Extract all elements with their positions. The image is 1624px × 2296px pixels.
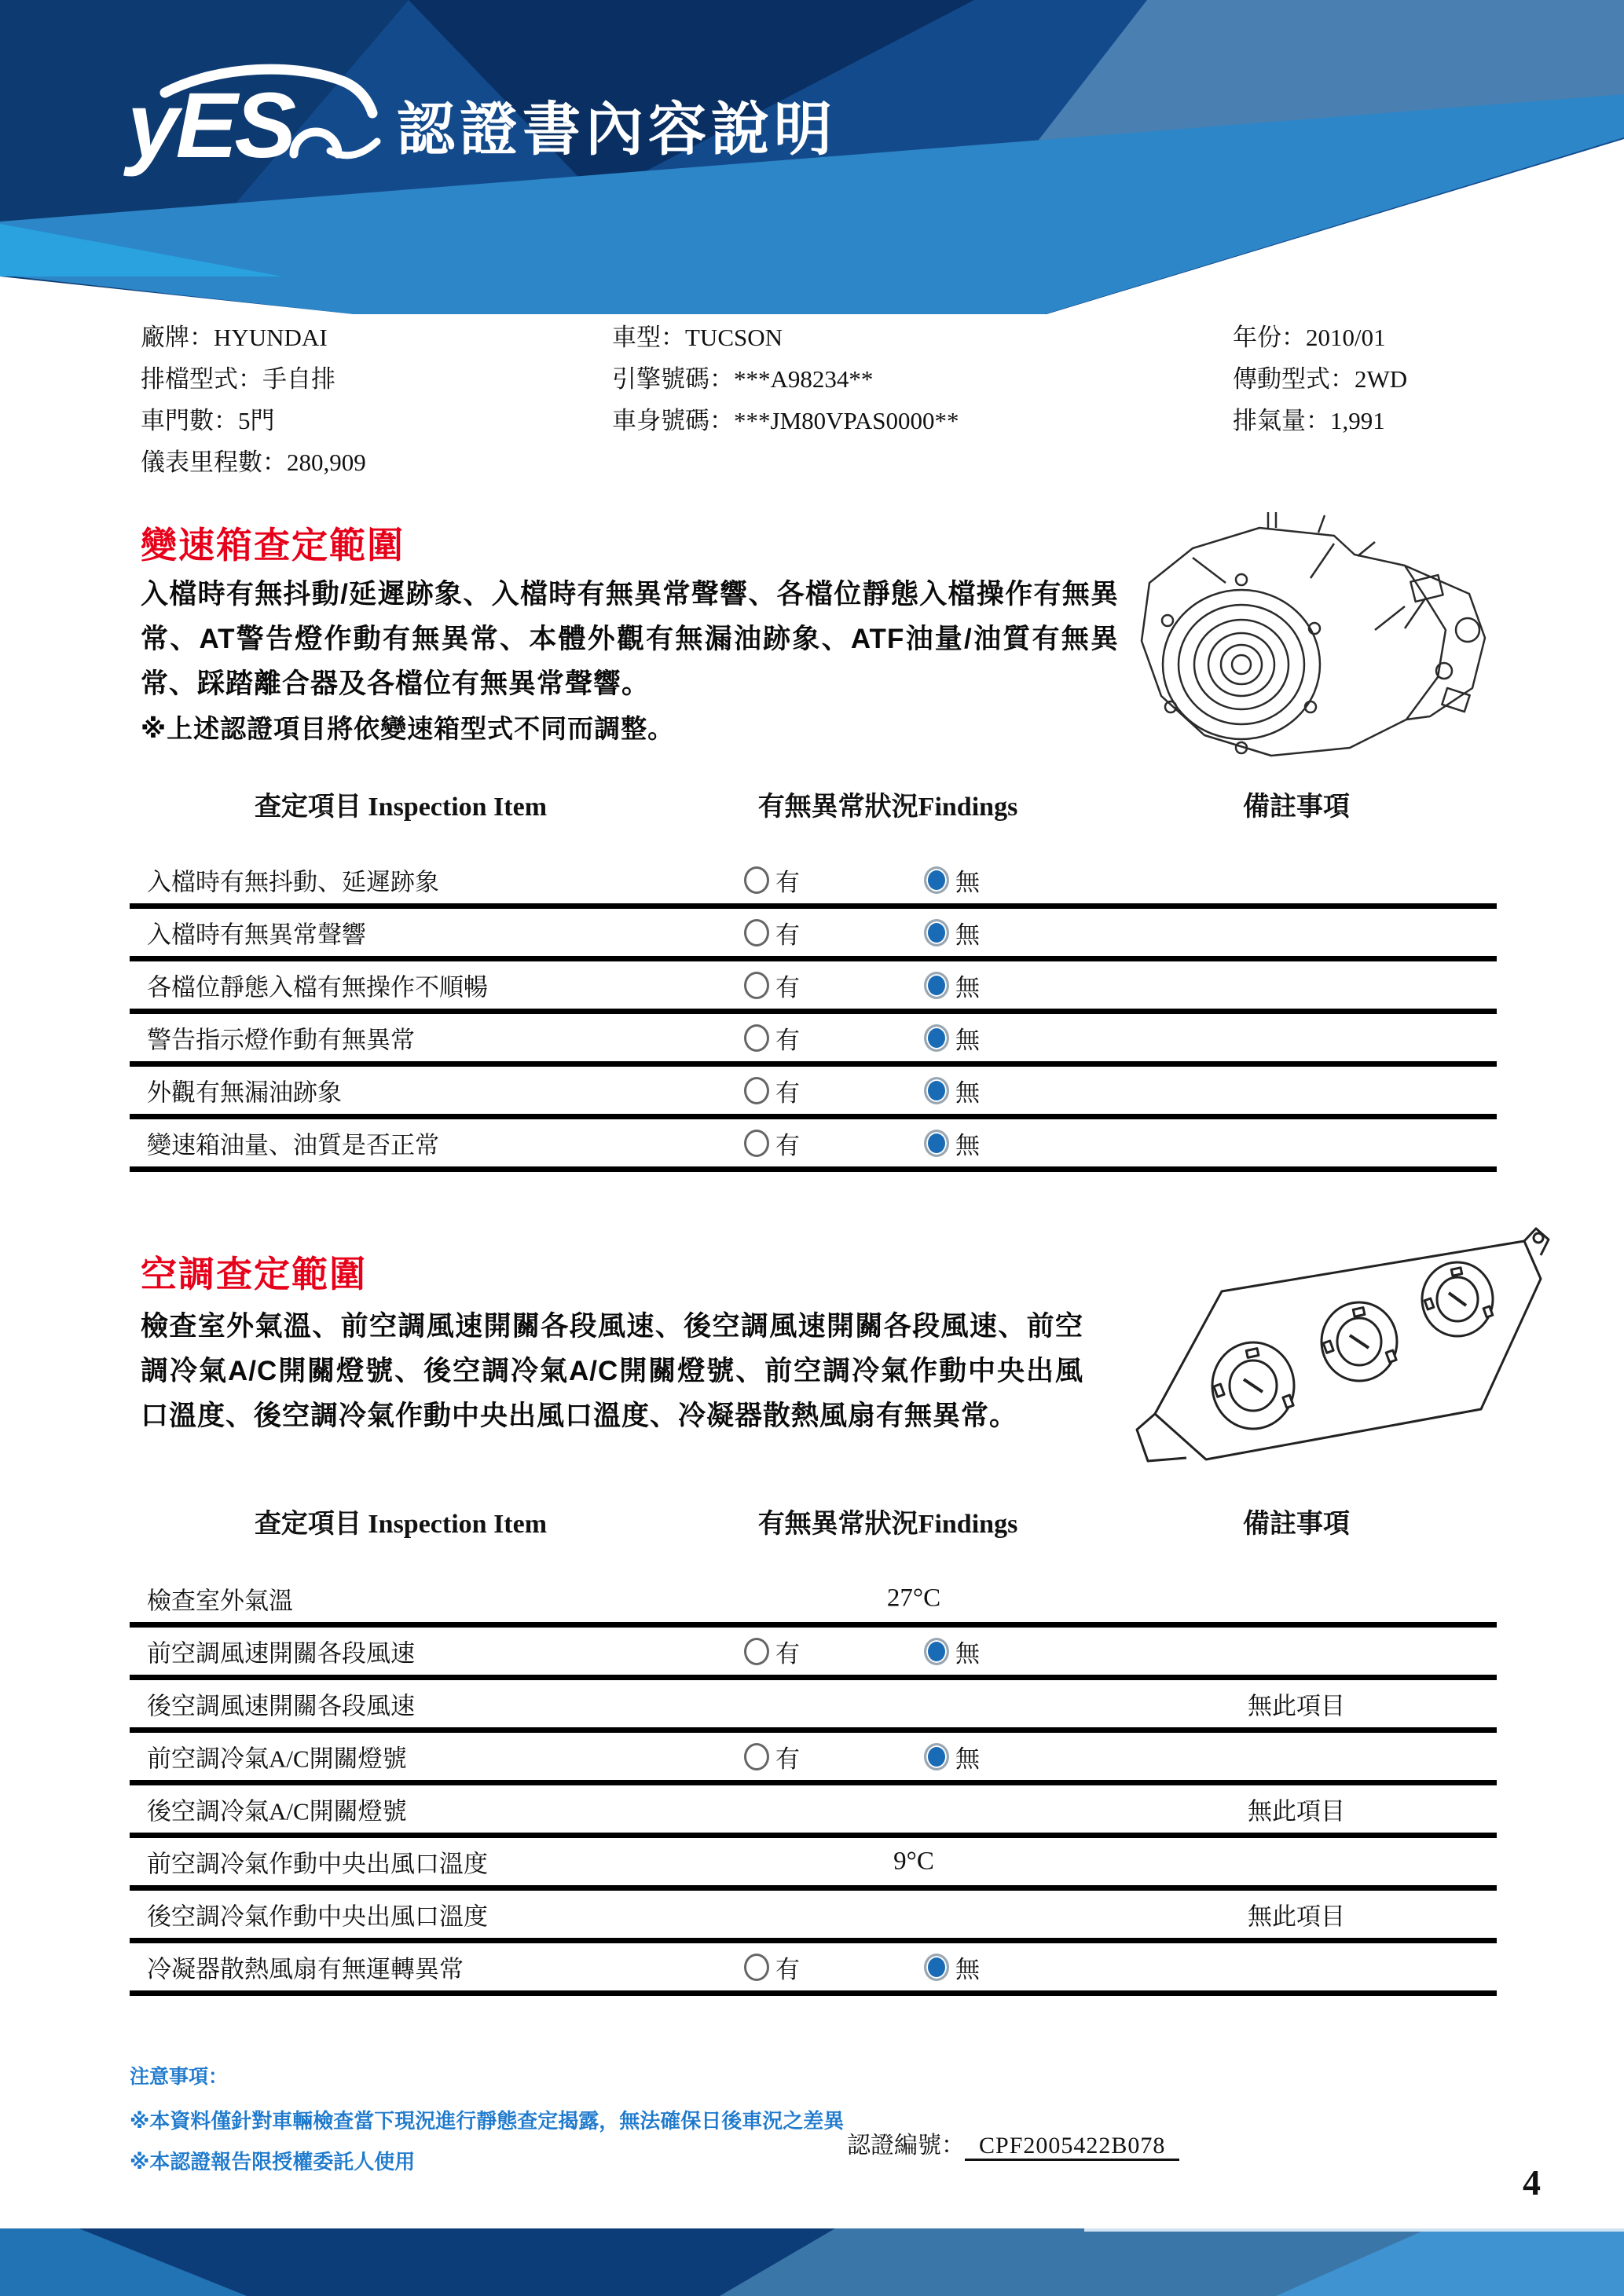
radio-label: 無 <box>955 1078 980 1107</box>
column-header-remarks: 備註事項 <box>1243 793 1350 822</box>
radio-label: 無 <box>955 1131 980 1159</box>
radio-label: 有 <box>775 973 800 1002</box>
radio-label: 有 <box>775 868 800 896</box>
vehicle-info-item: 排檔型式：手自排 <box>141 365 335 393</box>
finding-option <box>744 1126 800 1161</box>
vehicle-info-item: 車身號碼：***JM80VPAS0000** <box>612 407 959 434</box>
ac-panel-illustration <box>1112 1224 1560 1483</box>
inspection-item-label: 後空調風速開關各段風速 <box>147 1692 415 1720</box>
finding-option <box>924 915 980 950</box>
finding-option <box>744 968 800 1003</box>
table-row <box>130 1119 1497 1172</box>
inspection-item-label: 外觀有無漏油跡象 <box>147 1078 342 1107</box>
vehicle-info-item: 年份：2010/01 <box>1233 324 1386 351</box>
radio-label: 有 <box>775 1026 800 1054</box>
inspection-item-label: 警告指示燈作動有無異常 <box>147 1026 415 1054</box>
radio-yes-icon <box>744 1638 769 1665</box>
column-header-findings: 有無異常狀況Findings <box>757 1510 1018 1539</box>
radio-yes-icon <box>744 1130 769 1157</box>
certificate-number-label: 認證編號： <box>847 2133 965 2159</box>
table-row <box>130 856 1497 909</box>
vehicle-info-item: 引擎號碼：***A98234** <box>612 365 874 393</box>
finding-option <box>924 1073 980 1108</box>
finding-option <box>924 1634 980 1669</box>
page-title: 認證書內容說明 <box>397 97 837 162</box>
finding-option <box>924 1126 980 1161</box>
radio-yes-icon <box>744 1024 769 1052</box>
finding-option <box>744 1073 800 1108</box>
table-row <box>130 1575 1497 1628</box>
inspection-item-label: 冷凝器散熱風扇有無運轉異常 <box>147 1955 464 1983</box>
inspection-item-label: 入檔時有無抖動、延遲跡象 <box>147 868 439 896</box>
notice-line: ※本資料僅針對車輛檢查當下現況進行靜態查定揭露，無法確保日後車況之差異 <box>130 2109 845 2133</box>
findings-radio-group <box>744 856 980 903</box>
findings-radio-group <box>744 1943 980 1990</box>
finding-option <box>744 1634 800 1669</box>
radio-label: 無 <box>955 973 980 1002</box>
inspection-item-label: 後空調冷氣A/C開關燈號 <box>147 1797 407 1825</box>
section-title-air-conditioning: 空調查定範圍 <box>141 1254 367 1294</box>
inspection-item-label: 後空調冷氣作動中央出風口溫度 <box>147 1902 488 1931</box>
radio-yes-icon <box>744 866 769 894</box>
vehicle-info-grid <box>141 314 1523 481</box>
page-number: 4 <box>1523 2162 1541 2203</box>
table-row <box>130 1733 1497 1785</box>
finding-option <box>924 1739 980 1774</box>
radio-no-icon <box>924 972 949 999</box>
ac-table <box>130 1575 1497 1996</box>
radio-no-icon <box>924 866 949 894</box>
radio-label: 有 <box>775 1078 800 1107</box>
findings-radio-group <box>744 1733 980 1780</box>
radio-yes-icon <box>744 1954 769 1981</box>
column-header-findings: 有無異常狀況Findings <box>757 793 1018 822</box>
certificate-number-value: CPF2005422B078 <box>965 2133 1179 2161</box>
radio-label: 有 <box>775 1131 800 1159</box>
inspection-item-label: 入檔時有無異常聲響 <box>147 921 366 949</box>
notice-heading: 注意事項： <box>130 2066 229 2088</box>
finding-option <box>744 915 800 950</box>
yes-logo <box>124 58 423 184</box>
radio-no-icon <box>924 919 949 947</box>
findings-radio-group <box>744 961 980 1009</box>
table-row <box>130 1943 1497 1996</box>
table-row <box>130 1628 1497 1680</box>
radio-no-icon <box>924 1954 949 1981</box>
finding-option <box>744 862 800 898</box>
radio-label: 無 <box>955 1745 980 1773</box>
transmission-description: 入檔時有無抖動/延遲跡象、入檔時有無異常聲響、各檔位靜態入檔操作有無異常、AT警告燈作動有無異常、本體外觀有無漏油跡象、ATF油量/油質有無異常、踩踏離合器及各檔位有無異常聲響。 <box>141 579 1119 699</box>
inspection-item-label: 前空調冷氣作動中央出風口溫度 <box>147 1850 488 1878</box>
table-row <box>130 1785 1497 1838</box>
table-row <box>130 1891 1497 1943</box>
finding-option <box>924 862 980 898</box>
inspection-item-label: 前空調冷氣A/C開關燈號 <box>147 1745 407 1773</box>
table-row <box>130 1014 1497 1067</box>
vehicle-info-item: 傳動型式：2WD <box>1233 365 1408 393</box>
radio-label: 無 <box>955 1639 980 1668</box>
inspection-item-label: 各檔位靜態入檔有無操作不順暢 <box>147 973 488 1002</box>
radio-yes-icon <box>744 972 769 999</box>
finding-option <box>744 1950 800 1985</box>
remark-text: 無此項目 <box>1248 1902 1345 1931</box>
table-row <box>130 1680 1497 1733</box>
vehicle-info-item: 車型：TUCSON <box>612 324 783 351</box>
radio-no-icon <box>924 1743 949 1771</box>
vehicle-info-item: 車門數：5門 <box>141 407 275 434</box>
remark-text: 無此項目 <box>1248 1692 1345 1720</box>
radio-label: 無 <box>955 1955 980 1983</box>
table-row <box>130 1067 1497 1119</box>
radio-no-icon <box>924 1130 949 1157</box>
table-row <box>130 909 1497 961</box>
finding-option <box>924 968 980 1003</box>
radio-yes-icon <box>744 1743 769 1771</box>
radio-no-icon <box>924 1638 949 1665</box>
finding-value: 9°C <box>893 1847 934 1876</box>
notice-block <box>130 2061 844 2182</box>
table-row <box>130 1838 1497 1891</box>
column-header-item: 查定項目 Inspection Item <box>254 1510 548 1539</box>
remark-text: 無此項目 <box>1248 1797 1345 1825</box>
column-header-item: 查定項目 Inspection Item <box>254 793 548 822</box>
radio-label: 無 <box>955 868 980 896</box>
transmission-illustration <box>1075 511 1519 774</box>
radio-no-icon <box>924 1077 949 1104</box>
column-header-remarks: 備註事項 <box>1243 1510 1350 1539</box>
findings-radio-group <box>744 1067 980 1114</box>
radio-yes-icon <box>744 1077 769 1104</box>
inspection-item-label: 檢查室外氣溫 <box>147 1587 293 1615</box>
findings-radio-group <box>744 1628 980 1675</box>
vehicle-info-item: 廠牌：HYUNDAI <box>141 324 328 351</box>
transmission-table-header <box>130 785 1497 829</box>
radio-label: 無 <box>955 921 980 949</box>
finding-value: 27°C <box>886 1584 941 1613</box>
radio-no-icon <box>924 1024 949 1052</box>
section-title-transmission: 變速箱查定範圍 <box>141 525 405 566</box>
inspection-item-label: 前空調風速開關各段風速 <box>147 1639 415 1668</box>
vehicle-info-item: 排氣量：1,991 <box>1233 407 1385 434</box>
finding-option <box>744 1020 800 1056</box>
logo-text: yES <box>127 74 294 178</box>
inspection-item-label: 變速箱油量、油質是否正常 <box>147 1131 439 1159</box>
finding-option <box>924 1950 980 1985</box>
ac-description: 檢查室外氣溫、前空調風速開關各段風速、後空調風速開關各段風速、前空調冷氣A/C開關燈號、後空調冷氣A/C開關燈號、前空調冷氣作動中央出風口溫度、後空調冷氣作動中央出風口溫度、冷凝器散熱風扇有無異常。 <box>141 1311 1083 1431</box>
findings-radio-group <box>744 1014 980 1061</box>
radio-label: 有 <box>775 921 800 949</box>
findings-radio-group <box>744 909 980 956</box>
certificate-number-line <box>847 2126 1179 2160</box>
radio-label: 有 <box>775 1955 800 1983</box>
transmission-note: ※上述認證項目將依變速箱型式不同而調整。 <box>141 714 675 743</box>
notice-line: ※本認證報告限授權委託人使用 <box>130 2150 416 2173</box>
radio-label: 有 <box>775 1745 800 1773</box>
vehicle-info-item: 儀表里程數：280,909 <box>141 449 366 476</box>
radio-label: 無 <box>955 1026 980 1054</box>
radio-yes-icon <box>744 919 769 947</box>
radio-label: 有 <box>775 1639 800 1668</box>
ac-table-header <box>130 1503 1497 1547</box>
findings-radio-group <box>744 1119 980 1166</box>
notice-lines <box>130 2100 844 2182</box>
footer-banner <box>0 2228 1624 2296</box>
finding-option <box>744 1739 800 1774</box>
table-row <box>130 961 1497 1014</box>
finding-option <box>924 1020 980 1056</box>
transmission-table <box>130 856 1497 1172</box>
